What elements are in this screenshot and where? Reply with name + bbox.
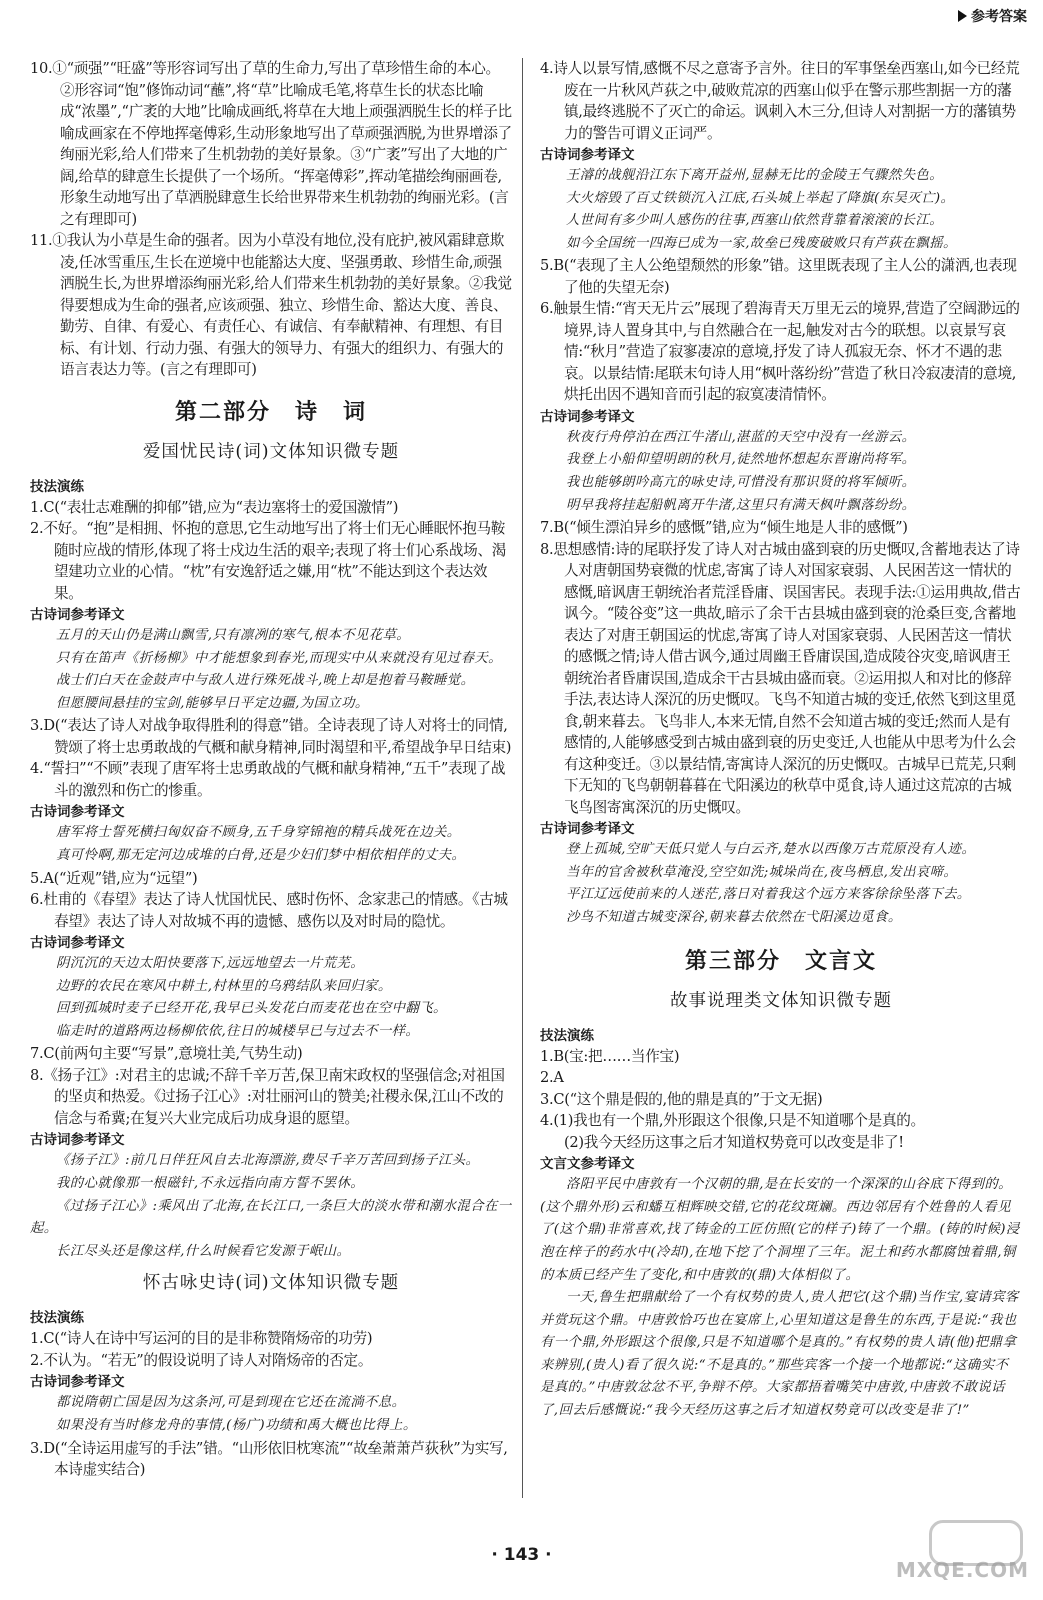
translation-line: 《过扬子江心》:乘风出了北海,在长江口,一条巨大的淡水带和潮水混合在一起。 <box>30 1198 512 1237</box>
label-translation: 古诗词参考译文 <box>30 804 125 821</box>
answer-11: 11.①我认为小草是生命的强者。因为小草没有地位,没有庇护,被风霜肆意欺凌,任冰雪重压,生长在逆境中也能豁达大度、坚强勇敢、珍惜生命,顽强洒脱生长,为世界增添绚丽光彩,给人们带来生机勃勃的美好景象。②我觉得要想成为生命的强者,应该顽强、独立、珍惜生命、豁达大度、善良、勤劳、自律、有爱心、有责任心、有诚信、有奉献精神、有理想、有目标、有计划、行动力强、有强大的领导力、有强大的组织力、有强大的语言表达力等。(言之有理即可) <box>30 232 512 378</box>
answer-2: 2.不好。“抱”是相拥、怀抱的意思,它生动地写出了将士们无心睡眠怀抱马鞍随时应战的情形,体现了将士戍边生活的艰辛;表现了将士们心系战场、渴望建功立业的心情。“枕”有安逸舒适之嫌,用“枕”不能达到这个表达效果。 <box>30 520 507 602</box>
translation-line: 平江辽远使前来的人迷茫,落日对着我这个远方来客徐徐坠落下去。 <box>566 887 971 903</box>
translation-line: 只有在笛声《折杨柳》中才能想象到春光,而现实中从来就没有见过春天。 <box>56 650 502 666</box>
answer-1: 1.C(“诗人在诗中写运河的目的是非称赞隋炀帝的功劳) <box>30 1330 373 1348</box>
translation-line: 但愿腰间悬挂的宝剑,能够早日平定边疆,为国立功。 <box>56 695 369 711</box>
translation-line: 秋夜行舟停泊在西江牛渚山,湛蓝的天空中没有一丝游云。 <box>566 429 916 445</box>
answer-7: 7.B(“倾生漂泊异乡的感慨”错,应为“倾生地是人非的感慨”) <box>540 519 908 537</box>
label-translation: 古诗词参考译文 <box>30 607 125 623</box>
answer-4-part-1: 4.(1)我也有一个鼎,外形跟这个很像,只是不知道哪个是真的。 <box>540 1112 925 1130</box>
translation-line: 五月的天山仍是满山飘雪,只有凛冽的寒气,根本不见花草。 <box>56 628 411 643</box>
translation-line: 登上孤城,空旷天低只觉人与白云齐,楚水以西像万古荒原没有人迹。 <box>566 842 976 858</box>
translation-line: 都说隋朝亡国是因为这条河,可是到现在它还在流淌不息。 <box>56 1395 406 1411</box>
watermark-logo <box>879 1514 1029 1584</box>
answer-1: 1.B(宝:把……当作宝) <box>540 1047 680 1065</box>
triangle-marker-icon <box>958 10 967 22</box>
label-translation: 古诗词参考译文 <box>30 1132 125 1149</box>
translation-line: 长江尽头还是像这样,什么时候看它发源于岷山。 <box>56 1243 351 1259</box>
translation-line: 战士们白天在金鼓声中与敌人进行殊死战斗,晚上却是抱着马鞍睡觉。 <box>56 673 475 689</box>
label-classical-translation: 文言文参考译文 <box>540 1156 635 1173</box>
answer-4: 4.“誓扫”“不顾”表现了唐军将士忠勇敢战的气概和献身精神,“五千”表现了战斗的激烈和伤亡的惨重。 <box>30 760 506 799</box>
translation-line: 我登上小船仰望明朗的秋月,徒然地怀想起东晋谢尚将军。 <box>566 452 916 468</box>
answer-4: 4.诗人以景写情,感慨不尽之意寄予言外。往日的军事堡垒西塞山,如今已经荒废在一片秋风芦荻之中,破败荒凉的西塞山似乎在警示那些割据一方的藩镇,最终逃脱不了灭亡的命运。讽刺入木三分,但诗人对割据一方的藩镇势力的警告可谓义正词严。 <box>540 60 1020 142</box>
translation-line: 我的心就像那一根磁针,不永远指向南方誓不罢休。 <box>56 1176 365 1192</box>
answer-10: 10.①“顽强”“旺盛”等形容词写出了草的生命力,写出了草珍惜生命的本心。②形容词“饱”修饰动词“蘸”,将“草”比喻成毛笔,将草生长的状态比喻成“浓墨”,“广袤的大地”比喻成画纸,将草在大地上顽强洒脱生长的样子比喻成画家在不停地挥毫傅彩,生动形象地写出了草顽强洒脱,为世界增添了绚丽光彩,给人们带来了生机勃勃的美好景象。③“广袤”写出了大地的广阔,给草的肆意生长提供了一个场所。“挥毫傅彩”,挥动笔描绘绚丽画卷,形象生动地写出了草洒脱肆意生长给世界带来生机勃勃的绚丽光彩。(言之有理即可) <box>30 60 512 228</box>
answer-8: 8.思想感情:诗的尾联抒发了诗人对古城由盛到衰的历史慨叹,含蓄地表达了诗人对唐朝国势衰微的忧虑,寄寓了诗人对国家衰弱、人民困苦这一情状的感慨,暗讽唐王朝统治者荒淫昏庸、误国害民。表现手法:①运用典故,借古讽今。“陵谷变”这一典故,暗示了余干古县城由盛到衰的沧桑巨变,含蓄地表达了对唐王朝国运的忧虑,寄寓了诗人对国家衰弱、人民困苦这一情状的感慨之情;诗人借古讽今,通过周幽王昏庸误国,造成陵谷灾变,暗讽唐王朝统治者昏庸误国,造成余干古县城由盛而衰。②运用拟人和对比的修辞手法,表达诗人深沉的历史慨叹。飞鸟不知道古城的变迁,依然飞到这里觅食,朝来暮去。飞鸟非人,本来无情,自然不会知道古城的变迁;然而人是有感情的,人能够感受到古城由盛到衰的历史变迁,人也能从中思考为什么会有这种变迁。③以景结情,寄寓诗人深沉的历史慨叹。古城早已荒芜,只剩下无知的飞鸟朝朝暮暮在弋阳溪边的秋草中觅食,诗人通过这荒凉的古城飞鸟图寄寓深沉的历史慨叹。 <box>540 540 1021 816</box>
translation-line: 如今全国统一四海已成为一家,故垒已残废破败只有芦荻在飘摇。 <box>566 235 957 251</box>
left-column <box>30 58 512 1481</box>
topic-history-poetry: 怀古咏史诗(词)文体知识微专题 <box>142 1273 400 1294</box>
translation-line: 真可怜啊,那无定河边成堆的白骨,还是少妇们梦中相依相伴的丈夫。 <box>56 847 466 863</box>
label-translation: 古诗词参考译文 <box>540 408 635 425</box>
translation-line: 回到孤城时麦子已经开花,我早已头发花白而麦花也在空中翻飞。 <box>56 1001 447 1017</box>
translation-line: 大火熔毁了百丈铁锁沉入江底,石头城上举起了降旗(东吴灭亡)。 <box>566 190 955 206</box>
label-translation: 古诗词参考译文 <box>540 147 635 163</box>
translation-line: 阴沉沉的天边太阳快要落下,远远地望去一片荒芜。 <box>56 956 365 972</box>
translation-line: 边野的农民在寒风中耕土,村林里的乌鸦结队来回归家。 <box>56 978 392 994</box>
topic-story-reasoning: 故事说理类文体知识微专题 <box>670 990 892 1011</box>
label-translation: 古诗词参考译文 <box>540 821 635 838</box>
page-number: · 143 · <box>491 1545 552 1565</box>
answer-6: 6.触景生情:“宵天无片云”展现了碧海青天万里无云的境界,营造了空阔渺远的境界,诗人置身其中,与自然融合在一起,触发对古今的联想。以哀景写哀情:“秋月”营造了寂寥凄凉的意境,抒发了诗人孤寂无奈、怀才不遇的悲哀。以景结情:尾联末句诗人用“枫叶落纷纷”营造了秋日冷寂凄清的意境,烘托出因不遇知音而引起的寂寞凄清情怀。 <box>540 300 1020 404</box>
section-header-label: 参考答案 <box>971 9 1027 25</box>
translation-line: 明早我将挂起船帆离开牛渚,这里只有满天枫叶飘落纷纷。 <box>566 497 916 513</box>
watermark-text: MXQE.COM <box>895 1558 1029 1582</box>
translation-line: 王濬的战舰沿江东下离开益州,显赫无比的金陵王气骤然失色。 <box>566 168 944 183</box>
label-practice: 技法演练 <box>30 478 84 495</box>
answer-2: 2.A <box>540 1069 564 1087</box>
topic-patriotic-poetry: 爱国忧民诗(词)文体知识微专题 <box>142 441 400 462</box>
translation-line: 当年的官舍被秋草淹没,空空如洗;城垛尚在,夜鸟栖息,发出哀啼。 <box>566 864 958 880</box>
answer-1: 1.C(“表壮志难酬的抑郁”错,应为“表边塞将士的爱国激情”) <box>30 498 399 516</box>
right-column <box>540 58 1022 1423</box>
translation-line: 人世间有多少叫人感伤的往事,西塞山依然背靠着滚滚的长江。 <box>566 213 944 229</box>
translation-line: 如果没有当时修龙舟的事情,(杨广)功绩和禹大概也比得上。 <box>56 1418 417 1433</box>
column-divider <box>522 58 523 1498</box>
label-practice: 技法演练 <box>30 1310 84 1327</box>
answer-3: 3.C(“这个鼎是假的,他的鼎是真的”于文无据) <box>540 1090 823 1108</box>
translation-line: 唐军将士誓死横扫匈奴奋不顾身,五千身穿锦袍的精兵战死在边关。 <box>56 825 461 841</box>
part-3-title: 第三部分 文言文 <box>684 948 877 974</box>
translation-line: 沙鸟不知道古城变深谷,朝来暮去依然在弋阳溪边觅食。 <box>566 910 902 926</box>
answer-3: 3.D(“全诗运用虚写的手法”错。“山形依旧枕寒流”“故垒萧萧芦荻秋”为实写,本诗虚实结合) <box>30 1439 508 1479</box>
translation-paragraph: 一天,鲁生把鼎献给了一个有权势的贵人,贵人把它(这个鼎)当作宝,宴请宾客并赏玩这个鼎。中唐敦恰巧也在宴席上,心里知道这是鲁生的东西,于是说:“我也有一个鼎,外形跟这个很像,只是不知道哪个是真的。”有权势的贵人请(他)把鼎拿来辨别,(贵人)看了很久说:“不是真的。”那些宾客一个接一个地都说:“这确实不是真的。”中唐敦忿忿不平,争辩不停。大家都捂着嘴笑中唐敦,中唐敦不敢说话了,回去后感慨说:“我今天经历这事之后才知道权势竟可以改变是非了!” <box>540 1290 1019 1419</box>
translation-line: 临走时的道路两边杨柳依依,往日的城楼早已与过去不一样。 <box>56 1023 420 1039</box>
translation-line: 《扬子江》:前几日伴狂风自去北海漂游,费尽千辛万苦回到扬子江头。 <box>56 1153 480 1169</box>
answer-8: 8.《扬子江》:对君主的忠诚;不辞千辛万苦,保卫南宋政权的坚强信念;对祖国的坚贞和热爱。《过扬子江心》:对壮丽河山的赞美;社稷永保,江山不改的信念与希冀;在复兴大业完成后功成身退的愿望。 <box>30 1066 505 1127</box>
answer-7: 7.C(前两句主要“写景”,意境壮美,气势生动) <box>30 1045 303 1063</box>
label-practice: 技法演练 <box>540 1027 594 1044</box>
part-2-title: 第二部分 诗 词 <box>174 399 367 425</box>
section-header <box>958 6 1027 26</box>
answer-3: 3.D(“表达了诗人对战争取得胜利的得意”错。全诗表现了诗人对将士的同情,赞颂了将士忠勇敢战的气概和献身精神,同时渴望和平,希望战争早日结束) <box>30 717 512 756</box>
answer-4-part-2: (2)我今天经历这事之后才知道权势竟可以改变是非了! <box>564 1133 904 1151</box>
answer-2: 2.不认为。“若无”的假设说明了诗人对隋炀帝的否定。 <box>30 1351 373 1369</box>
translation-line: 我也能够朗吟高亢的咏史诗,可惜没有那识贤的将军倾听。 <box>566 475 916 491</box>
answer-6: 6.杜甫的《春望》表达了诗人忧国忧民、感时伤怀、念家悲己的情感。《古城春望》表达了诗人对故城不再的遗憾、感伤以及对时局的隐忧。 <box>30 891 508 930</box>
label-translation: 古诗词参考译文 <box>30 935 125 952</box>
answer-5: 5.A(“近观”错,应为“远望”) <box>30 869 198 887</box>
answer-5: 5.B(“表现了主人公绝望颓然的形象”错。这里既表现了主人公的潇洒,也表现了他的失望无奈) <box>540 257 1017 296</box>
label-translation: 古诗词参考译文 <box>30 1374 125 1391</box>
translation-paragraph: 洛阳平民中唐敦有一个汉朝的鼎,是在长安的一个深深的山谷底下得到的。(这个鼎外形)云和蟠互相辉映交错,它的花纹斑斓。西边邻居有个姓鲁的人看见了(这个鼎)非常喜欢,找了铸金的工匠仿照(它的样子)铸了一个鼎。(铸的时候)浸泡在梓子的药水中(冷却),在地下挖了个洞埋了三年。泥土和药水都腐蚀着鼎,铜的本质已经产生了变化,和中唐敦的(鼎)大体相似了。 <box>540 1177 1020 1283</box>
